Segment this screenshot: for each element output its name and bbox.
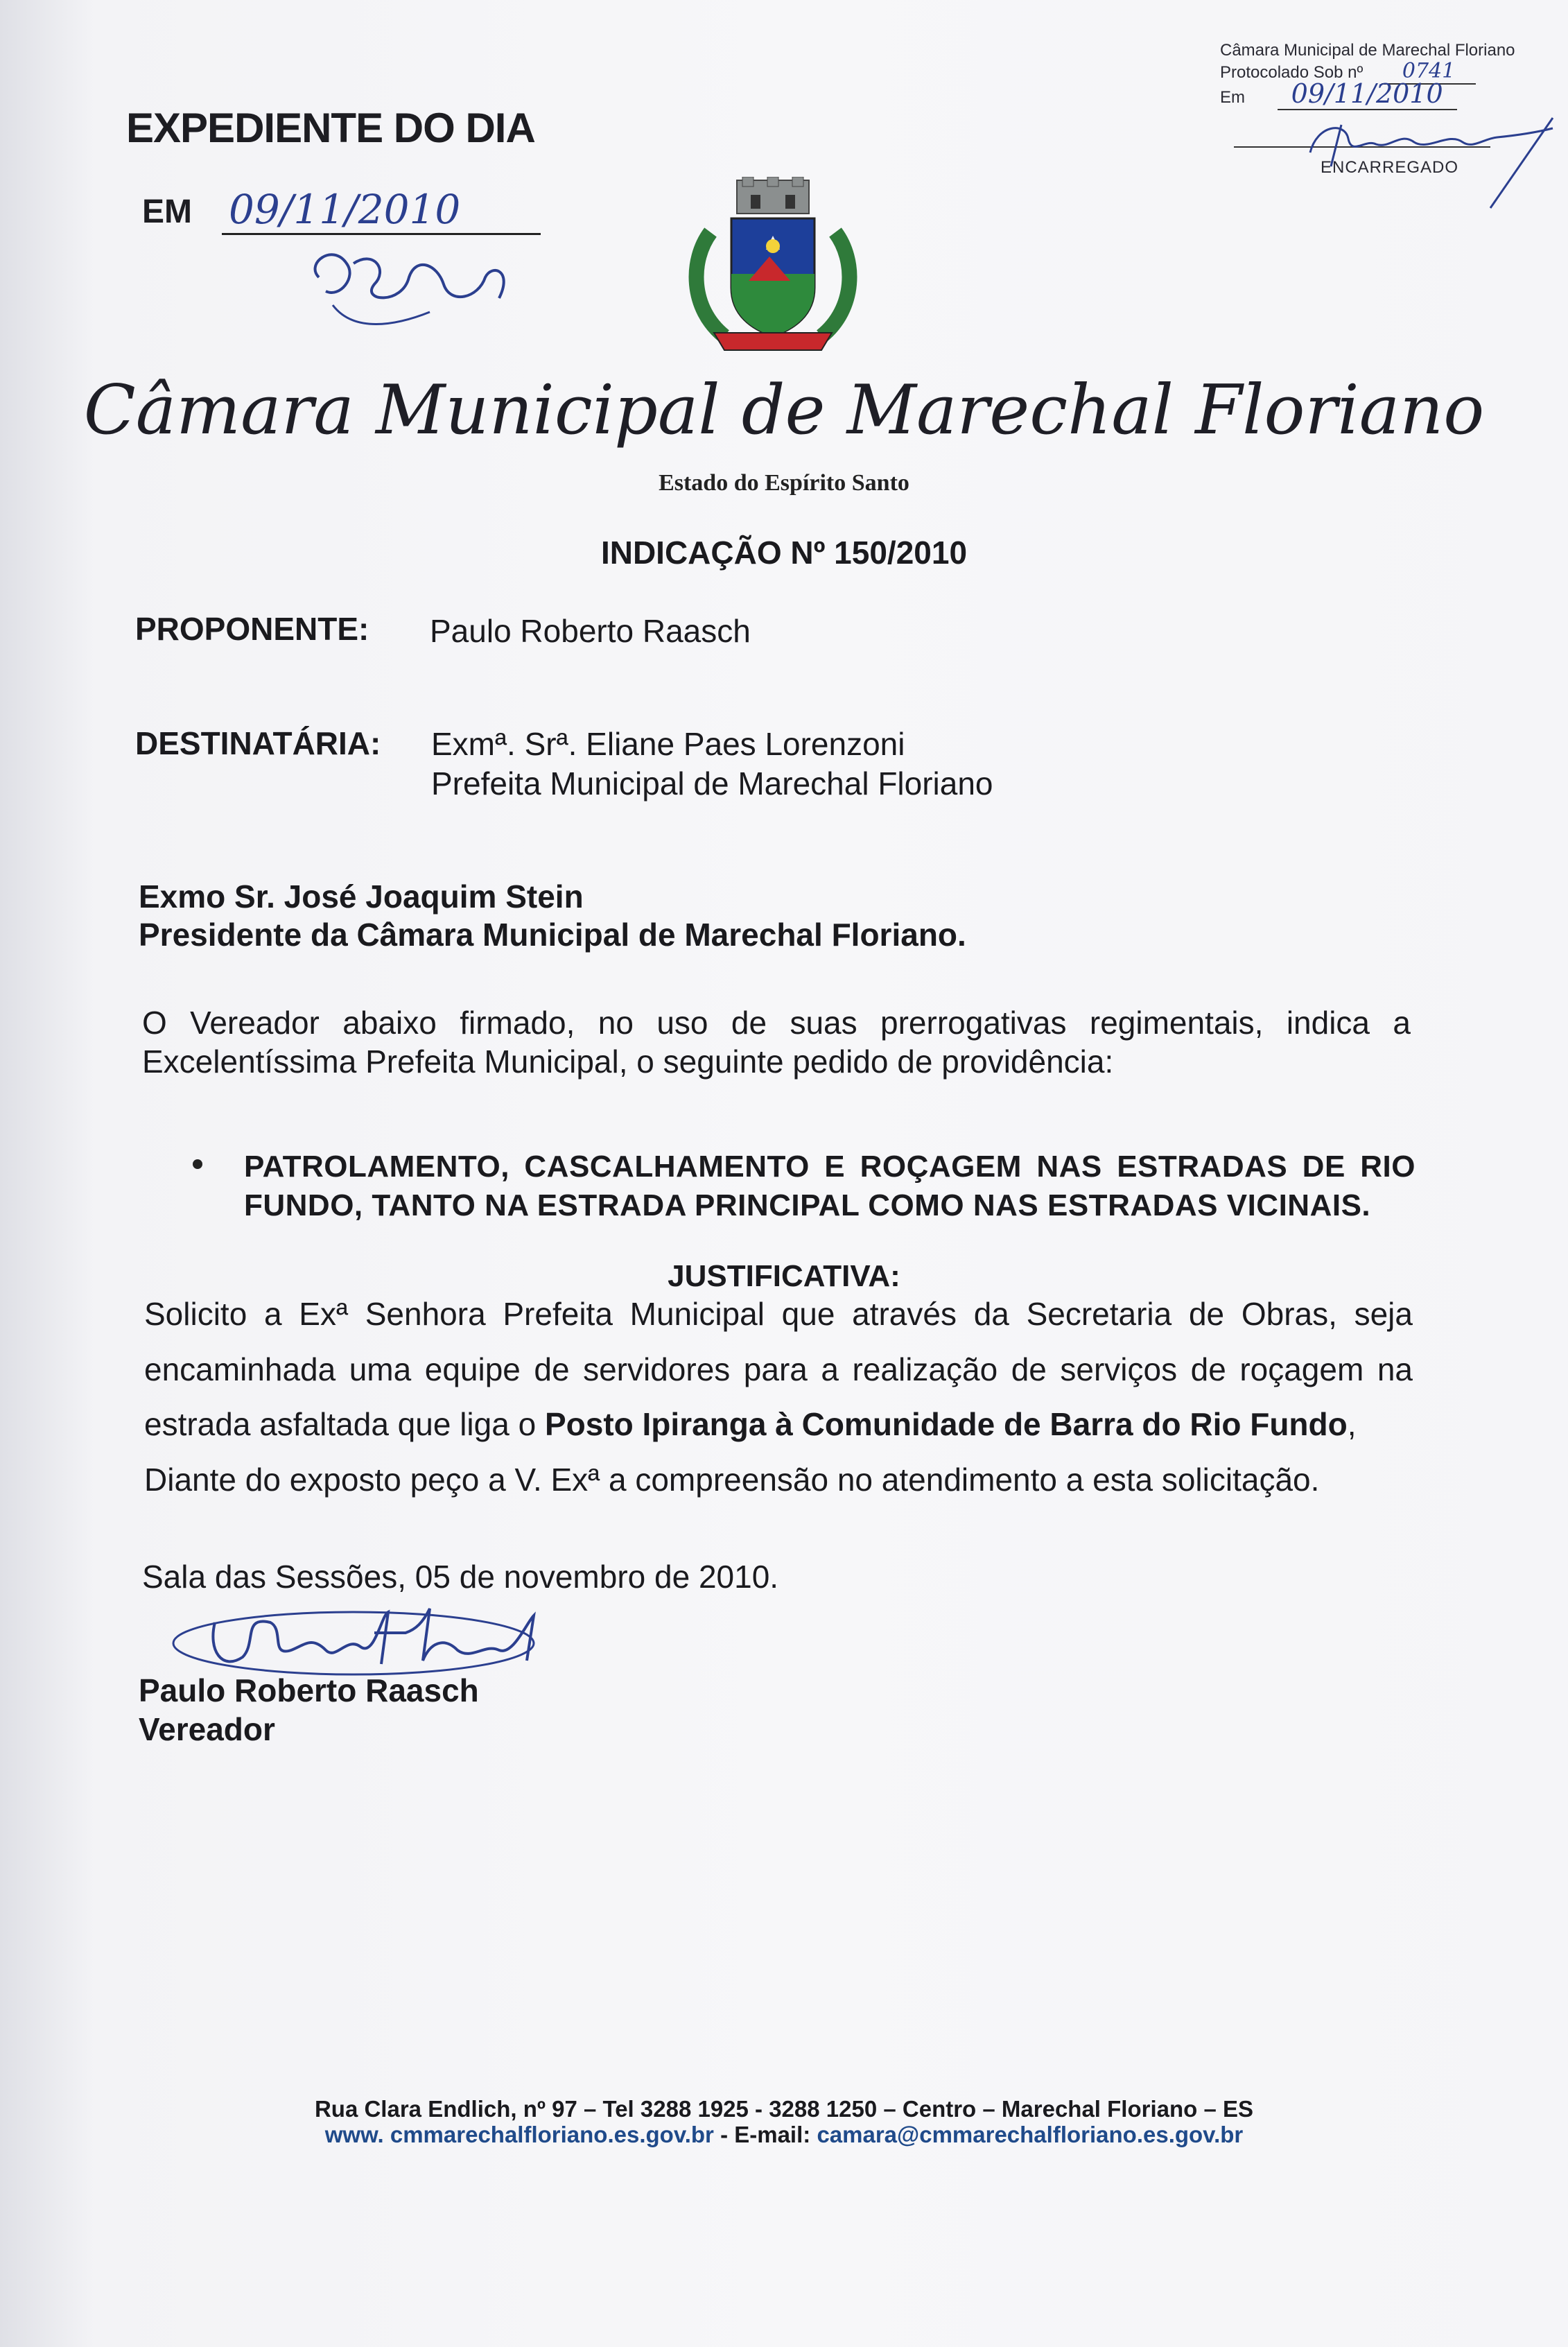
signer-role: Vereador (139, 1711, 275, 1747)
signer-name: Paulo Roberto Raasch (139, 1672, 479, 1708)
request-line-1: PATROLAMENTO, CASCALHAMENTO E ROÇAGEM NAS ESTRADAS DE RIO (244, 1150, 1415, 1184)
closing-date: Sala das Sessões, 05 de novembro de 2010. (142, 1559, 779, 1595)
destinataria-line2: Prefeita Municipal de Marechal Floriano (431, 765, 993, 802)
stamp-protocol-number: 0741 (1382, 59, 1476, 85)
footer-address: Rua Clara Endlich, nº 97 – Tel 3288 1925 - 3288 1250 – Centro – Marechal Floriano – ES (314, 2096, 1254, 2122)
stamp-encarregado: ENCARREGADO (1321, 158, 1459, 177)
footer-email-label: - E-mail: (713, 2122, 817, 2147)
stamp-chamber: Câmara Municipal de Marechal Floriano (1220, 41, 1515, 60)
expediente-date: 09/11/2010 (222, 186, 541, 235)
stamp-date-row (1220, 78, 1567, 109)
proponente-value: Paulo Roberto Raasch (430, 613, 751, 649)
expediente-em-label: EM (142, 193, 192, 230)
chamber-name: Câmara Municipal de Marechal Floriano (83, 371, 1485, 450)
expediente-title: EXPEDIENTE DO DIA (126, 105, 535, 151)
footer-contact (0, 2122, 1568, 2148)
justificativa-line-2: encaminhada uma equipe de servidores para a realização de serviços de roçagem na (144, 1351, 1413, 1387)
intro-line-2: Excelentíssima Prefeita Municipal, o seguinte pedido de providência: (142, 1043, 1114, 1080)
addressee-title: Presidente da Câmara Municipal de Marechal Floriano. (139, 917, 966, 953)
justificativa-line-3 (144, 1405, 1357, 1444)
intro-line-1: O Vereador abaixo firmado, no uso de suas prerrogativas regimentais, indica a (142, 1005, 1411, 1041)
justificativa-location: Posto Ipiranga à Comunidade de Barra do Rio Fundo (544, 1406, 1348, 1442)
footer-email[interactable]: camara@cmmarechalfloriano.es.gov.br (817, 2122, 1244, 2147)
protocol-stamp (1220, 40, 1567, 108)
justificativa-line-1: Solicito a Exª Senhora Prefeita Municipal que através da Secretaria de Obras, seja (144, 1296, 1413, 1332)
bullet-dot (193, 1159, 202, 1169)
indication-title: INDICAÇÃO Nº 150/2010 (600, 535, 968, 571)
justificativa-line-3-start: estrada asfaltada que liga o (144, 1406, 545, 1442)
coat-of-arms-icon (683, 177, 863, 371)
request-line-2: FUNDO, TANTO NA ESTRADA PRINCIPAL COMO NAS ESTRADAS VICINAIS. (244, 1188, 1371, 1222)
footer-website[interactable]: www. cmmarechalfloriano.es.gov.br (324, 2122, 714, 2147)
state-name: Estado do Espírito Santo (659, 470, 909, 496)
justificativa-title: JUSTIFICATIVA: (668, 1259, 900, 1293)
addressee-name: Exmo Sr. José Joaquim Stein (139, 878, 584, 915)
justificativa-line-4: Diante do exposto peço a V. Exª a compreensão no atendimento a esta solicitação. (144, 1462, 1320, 1498)
justificativa-line-3-end: , (1347, 1406, 1357, 1442)
stamp-date-label: Em (1220, 88, 1245, 107)
proponente-label: PROPONENTE: (135, 611, 369, 647)
expediente-initials (291, 236, 527, 340)
stamp-date: 09/11/2010 (1278, 78, 1457, 110)
stamp-protocol-label: Protocolado Sob nº (1220, 63, 1364, 82)
destinataria-line1: Exmª. Srª. Eliane Paes Lorenzoni (431, 726, 905, 762)
destinataria-label: DESTINATÁRIA: (135, 725, 381, 761)
